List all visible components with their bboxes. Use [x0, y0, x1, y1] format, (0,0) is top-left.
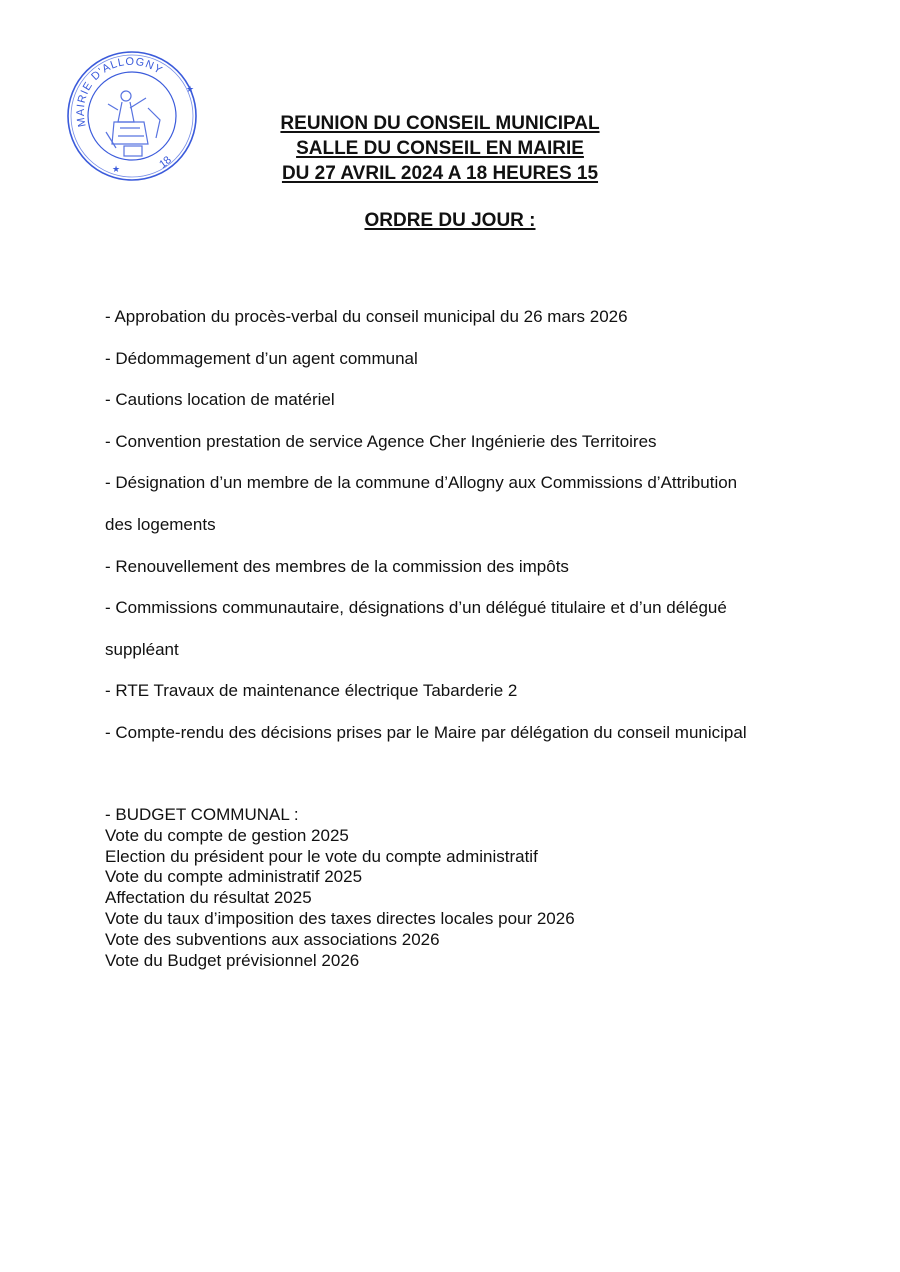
town-hall-stamp: [64, 48, 200, 184]
svg-text:18: 18: [157, 154, 174, 171]
agenda-title: ORDRE DU JOUR :: [364, 210, 536, 231]
budget-section: [105, 805, 825, 971]
header-line-1: REUNION DU CONSEIL MUNICIPAL: [280, 113, 600, 134]
budget-line: Vote des subventions aux associations 2026: [105, 929, 440, 949]
meeting-header: [200, 111, 680, 186]
svg-text:★: ★: [186, 85, 195, 95]
budget-line: Vote du taux d’imposition des taxes directes locales pour 2026: [105, 908, 575, 928]
agenda-item: - Approbation du procès-verbal du conseil municipal du 26 mars 2026: [105, 307, 628, 326]
budget-line: Vote du compte administratif 2025: [105, 867, 363, 887]
budget-line: Vote du Budget prévisionnel 2026: [105, 950, 360, 970]
agenda-item: des logements: [105, 514, 216, 534]
agenda-item: - Dédommagement d’un agent communal: [105, 348, 418, 368]
agenda-item: - Convention prestation de service Agence Cher Ingénierie des Territoires: [105, 431, 657, 451]
svg-text:MAIRIE D'ALLOGNY: MAIRIE D'ALLOGNY: [74, 55, 165, 128]
agenda-item: - RTE Travaux de maintenance électrique Tabarderie 2: [105, 681, 518, 701]
agenda-item: - Cautions location de matériel: [105, 390, 335, 410]
budget-line: Affectation du résultat 2025: [105, 888, 312, 908]
agenda-item: - Renouvellement des membres de la commission des impôts: [105, 556, 569, 576]
svg-text:★: ★: [112, 165, 121, 175]
agenda-item: - Compte-rendu des décisions prises par le Maire par délégation du conseil municipal: [105, 722, 747, 742]
agenda-item: - Commissions communautaire, désignations d’un délégué titulaire et d’un délégué: [105, 598, 727, 618]
stamp-seal-icon: [64, 48, 200, 184]
budget-heading: - BUDGET COMMUNAL :: [105, 805, 299, 824]
budget-line: Election du président pour le vote du compte administratif: [105, 846, 538, 866]
agenda-item: - Désignation d’un membre de la commune d’Allogny aux Commissions d’Attribution: [105, 473, 738, 493]
header-line-2: SALLE DU CONSEIL EN MAIRIE: [296, 138, 584, 159]
agenda-item: suppléant: [105, 639, 179, 659]
agenda-list: [105, 296, 825, 754]
budget-line: Vote du compte de gestion 2025: [105, 825, 349, 845]
header-line-3: DU 27 AVRIL 2024 A 18 HEURES 15: [281, 163, 599, 184]
